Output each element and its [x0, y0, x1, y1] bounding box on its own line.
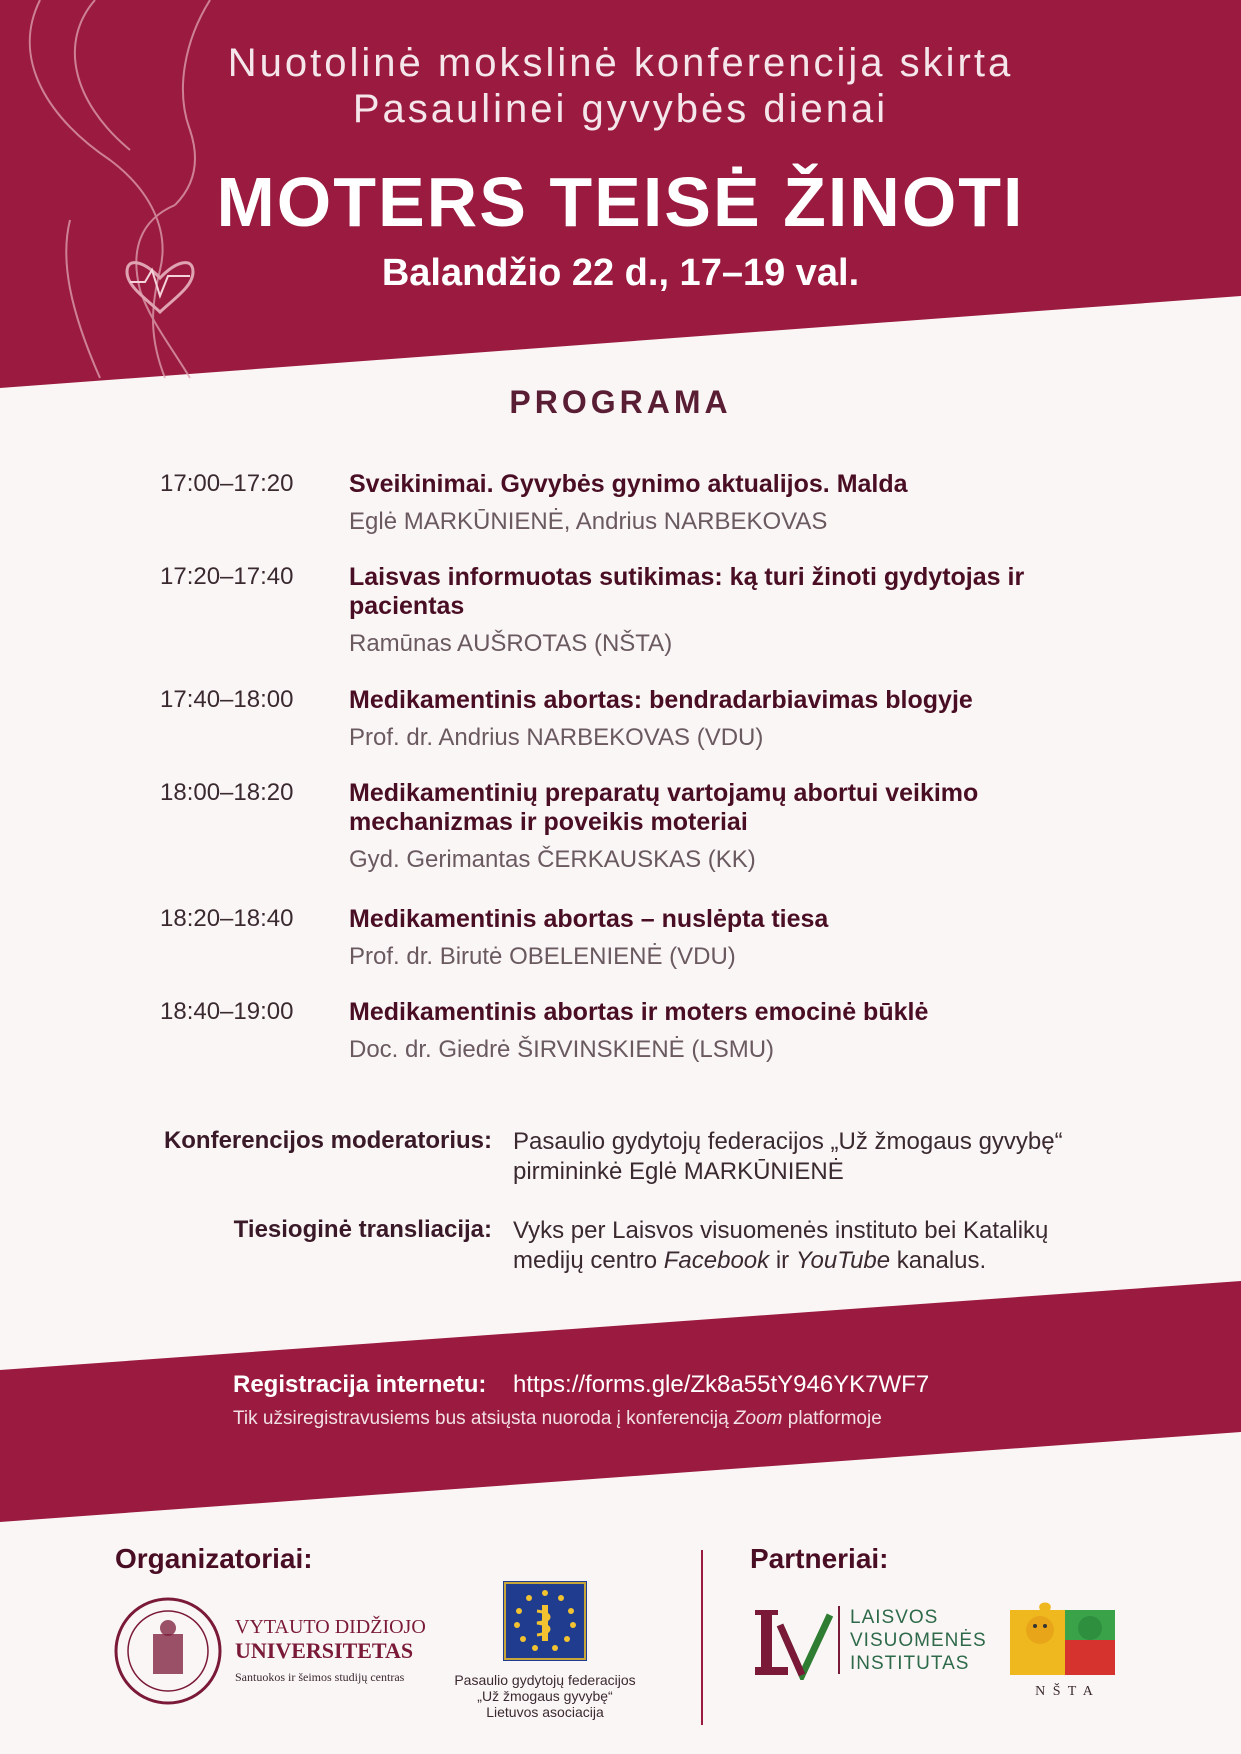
- zoom-label: Zoom: [733, 1408, 783, 1429]
- conference-subtitle-line2: Pasaulinei gyvybės dienai: [352, 87, 889, 131]
- lvi-line1: LAISVOS: [850, 1607, 939, 1628]
- program-title: Medikamentinių preparatų vartojamų abortui veikimo mechanizmas ir poveikis moteriai: [349, 779, 979, 836]
- program-heading: PROGRAMA: [509, 384, 732, 420]
- federation-line1: Pasaulio gydytojų federacijos: [454, 1672, 636, 1688]
- program-time: 18:00–18:20: [160, 779, 294, 806]
- federation-line2: „Už žmogaus gyvybę“: [477, 1688, 613, 1704]
- broadcast-text-part: medijų centro: [513, 1247, 664, 1274]
- conference-date: Balandžio 22 d., 17–19 val.: [381, 252, 860, 294]
- registration-note: [233, 1408, 882, 1430]
- broadcast-block: [0, 1216, 1241, 1286]
- vdu-name-line1: VYTAUTO DIDŽIOJO: [235, 1616, 426, 1638]
- moderator-text: [513, 1127, 1113, 1187]
- program-speaker: Doc. dr. Giedrė ŠIRVINSKIENĖ (LSMU): [349, 1036, 775, 1063]
- program-speaker: Ramūnas AUŠROTAS (NŠTA): [349, 630, 673, 657]
- program-time: 17:00–17:20: [160, 470, 294, 497]
- moderator-line1: Pasaulio gydytojų federacijos „Už žmogaus gyvybę“: [513, 1128, 1063, 1155]
- lvi-line2: VISUOMENĖS: [850, 1630, 987, 1651]
- federation-logo: [503, 1581, 587, 1661]
- partners-heading: Partneriai:: [750, 1543, 889, 1574]
- conference-subtitle-line1: Nuotolinė mokslinė konferencija skirta: [227, 41, 1014, 85]
- broadcast-text: [513, 1216, 1113, 1276]
- program-time: 18:20–18:40: [160, 905, 294, 932]
- registration-label: Registracija internetu:: [233, 1371, 487, 1398]
- program-title: Laisvas informuotas sutikimas: ką turi žinoti gydytojas ir pacientas: [349, 563, 1025, 620]
- vdu-name-line2: UNIVERSITETAS: [235, 1638, 414, 1663]
- lvi-line3: INSTITUTAS: [850, 1653, 970, 1674]
- program-speaker: Eglė MARKŪNIENĖ, Andrius NARBEKOVAS: [349, 508, 828, 535]
- program-speaker: Prof. dr. Andrius NARBEKOVAS (VDU): [349, 724, 764, 751]
- vdu-seal-logo: [113, 1596, 223, 1706]
- registration-note-part: Tik užsiregistravusiems bus atsiųsta nuoroda į konferenciją: [233, 1408, 734, 1429]
- program-title: Medikamentinis abortas – nuslėpta tiesa: [349, 905, 829, 933]
- program-time: 18:40–19:00: [160, 998, 294, 1025]
- program-title: Medikamentinis abortas ir moters emocinė būklė: [349, 998, 929, 1026]
- moderator-block: [0, 1127, 1241, 1197]
- broadcast-text-part: ir: [769, 1247, 796, 1274]
- federation-name: [430, 1672, 660, 1720]
- lvi-logo: [750, 1605, 835, 1680]
- conference-title: MOTERS TEISĖ ŽINOTI: [216, 163, 1025, 241]
- lvi-name: [850, 1606, 987, 1675]
- nsta-name: N Š T A: [1035, 1684, 1095, 1699]
- broadcast-label: Tiesioginė transliacija:: [233, 1216, 492, 1243]
- facebook-link[interactable]: Facebook: [663, 1247, 770, 1274]
- program-time: 17:20–17:40: [160, 563, 294, 590]
- broadcast-text-part: kanalus.: [890, 1247, 987, 1274]
- nsta-puzzle-logo: [1005, 1590, 1125, 1680]
- program-speaker: Prof. dr. Birutė OBELENIENĖ (VDU): [349, 943, 736, 970]
- registration-note-part: platformoje: [782, 1408, 882, 1429]
- moderator-line2: pirmininkė Eglė MARKŪNIENĖ: [513, 1158, 844, 1185]
- organizers-heading: Organizatoriai:: [115, 1543, 313, 1574]
- registration-url-link[interactable]: https://forms.gle/Zk8a55tY946YK7WF7: [513, 1371, 930, 1398]
- lvi-divider: [838, 1606, 840, 1674]
- program-title: Sveikinimai. Gyvybės gynimo aktualijos. Malda: [349, 470, 908, 498]
- youtube-link[interactable]: YouTube: [795, 1247, 891, 1274]
- moderator-label: Konferencijos moderatorius:: [163, 1127, 492, 1154]
- program-title: Medikamentinis abortas: bendradarbiavimas blogyje: [349, 686, 973, 714]
- broadcast-line1: Vyks per Laisvos visuomenės instituto bei Katalikų: [513, 1217, 1049, 1244]
- federation-line3: Lietuvos asociacija: [486, 1704, 604, 1720]
- vdu-center-name: Santuokos ir šeimos studijų centras: [235, 1670, 405, 1684]
- broadcast-line2: [513, 1246, 1113, 1276]
- program-time: 17:40–18:00: [160, 686, 294, 713]
- program-speaker: Gyd. Gerimantas ČERKAUSKAS (KK): [349, 846, 756, 873]
